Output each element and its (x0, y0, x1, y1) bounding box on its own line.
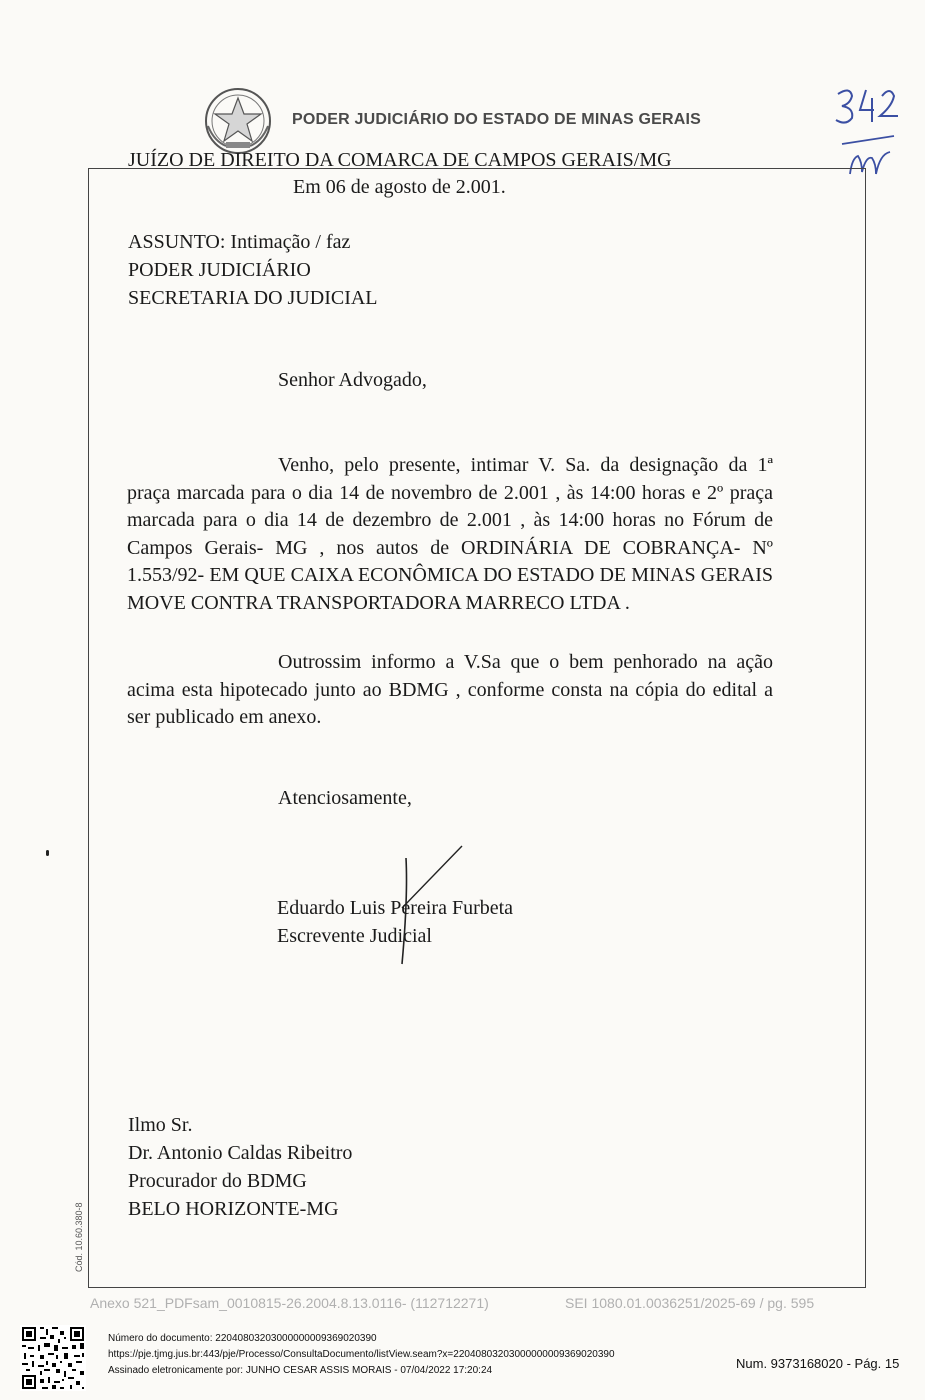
paragraph-text: Outrossim informo a V.Sa que o bem penhorado na ação acima esta hipotecado junto ao BDMG , conforme consta na cópia do edital a ser publicado em anexo. (127, 651, 773, 728)
annex-reference: Anexo 521_PDFsam_0010815-26.2004.8.13.0116- (112712271) (90, 1295, 489, 1311)
footer-url: https://pje.tjmg.jus.br:443/pje/Processo/ConsultaDocumento/listView.seam?x=22040803203000000009369020390 (108, 1349, 615, 1360)
letter-date: Em 06 de agosto de 2.001. (293, 176, 506, 198)
qr-code-icon (20, 1325, 86, 1391)
recipient-line: Procurador do BDMG (128, 1170, 307, 1192)
signer-name: Eduardo Luis Pereira Furbeta (277, 897, 514, 919)
scan-speck (46, 850, 49, 856)
paragraph-text: Venho, pelo presente, intimar V. Sa. da designação da 1ª praça marcada para o dia 14 de novembro de 2.001 , às 14:00 horas e 2º praça marcada para o dia 14 de dezembro de 2.001 , às 14:00 horas no Fórum de Campos Gerais- MG , nos autos de ORDINÁRIA DE COBRANÇA- Nº 1.553/92- EM QUE CAIXA ECONÔMICA DO ESTADO DE MINAS GERAIS MOVE CONTRA TRANSPORTADORA MARRECO LTDA . (127, 454, 773, 614)
coat-of-arms-seal (198, 86, 278, 156)
sei-reference: SEI 1080.01.0036251/2025-69 / pg. 595 (565, 1295, 815, 1311)
subject-line: ASSUNTO: Intimação / faz (128, 231, 351, 253)
subject-line: SECRETARIA DO JUDICIAL (128, 287, 378, 309)
page-reference: Num. 9373168020 - Pág. 15 (736, 1356, 900, 1371)
handwritten-page-number (828, 82, 908, 182)
recipient-line: BELO HORIZONTE-MG (128, 1198, 339, 1220)
body-paragraph-1 (127, 452, 773, 617)
signer-role: Escrevente Judicial (277, 925, 432, 947)
recipient-line: Ilmo Sr. (128, 1114, 193, 1136)
greeting: Senhor Advogado, (278, 369, 427, 391)
closing: Atenciosamente, (278, 787, 412, 809)
side-code: Cód. 10.60.380-8 (74, 1202, 84, 1272)
court-line: JUÍZO DE DIREITO DA COMARCA DE CAMPOS GERAIS/MG (128, 149, 672, 171)
subject-line: PODER JUDICIÁRIO (128, 259, 311, 281)
footer-document-number: Número do documento: 22040803203000000009369020390 (108, 1333, 377, 1344)
court-header: PODER JUDICIÁRIO DO ESTADO DE MINAS GERAIS (292, 111, 702, 128)
footer-signed-by: Assinado eletronicamente por: JUNHO CESAR ASSIS MORAIS - 07/04/2022 17:20:24 (108, 1365, 493, 1376)
recipient-line: Dr. Antonio Caldas Ribeitro (128, 1142, 353, 1164)
body-paragraph-2 (127, 649, 773, 732)
